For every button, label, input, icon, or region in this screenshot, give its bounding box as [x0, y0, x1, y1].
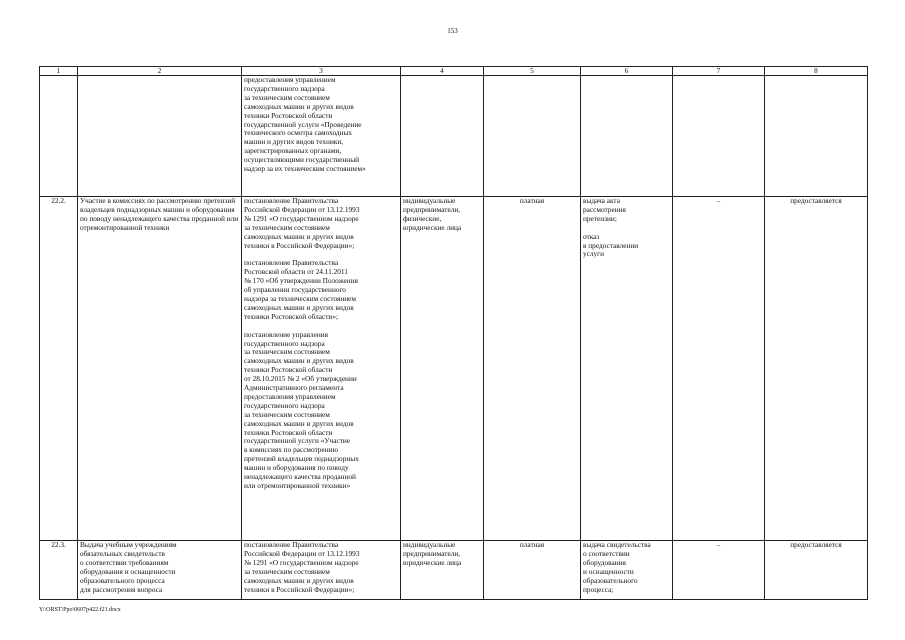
cell-service: Участие в комиссиях по рассмотрению претензий владельцев поднадзорных машин и оборудования по поводу ненадлежащего качества проданной или отремонтированной техники — [78, 197, 242, 541]
table-row-continuation — [40, 76, 868, 197]
cell-recipients — [401, 76, 484, 197]
cell-payment: платная — [484, 541, 581, 600]
cell-col7: – — [673, 541, 765, 600]
table-row — [40, 197, 868, 541]
cell-col8: предоставляется — [765, 197, 868, 541]
cell-payment: платная — [484, 197, 581, 541]
cell-legal-basis: постановление Правительства Российской Федерации от 13.12.1993 № 1291 «О государственном надзоре за техническим состоянием самоходных машин и других видов техники в Российской Федерации»; постановление Правительства Ростовской области от 24.11.2011 № 170 «Об утверждении Положения об управлении государственного надзора за техническим состоянием самоходных машин и других видов техники Ростовской области»; постановление управления государственного надзора за техническим состоянием самоходных машин и других видов техники Ростовской области от 28.10.2015 № 2 «Об утверждении Административного регламента предоставления управлением государственного надзора за техническим состоянием самоходных машин и других видов техники Ростовской области государственной услуги «Участие в комиссиях по рассмотрению претензий владельцев поднадзорных машин и оборудования по поводу ненадлежащего качества проданной или отремонтированной техники» — [242, 197, 401, 541]
column-header: 8 — [765, 67, 868, 76]
cell-service: Выдача учебным учреждениям обязательных свидетельств о соответствии требованиям оборудования и оснащенности образовательного процесса для рассмотрения вопроса — [78, 541, 242, 600]
column-header: 1 — [40, 67, 78, 76]
column-header: 3 — [242, 67, 401, 76]
page-number: 153 — [447, 27, 458, 35]
column-header-row — [40, 67, 868, 76]
cell-payment — [484, 76, 581, 197]
cell-col7 — [673, 76, 765, 197]
cell-col8: предоставляется — [765, 541, 868, 600]
cell-result: выдача акта рассмотрения претензии; отказ в предоставлении услуги — [581, 197, 673, 541]
cell-num: 22.3. — [40, 541, 78, 600]
cell-recipients: индивидуальные предприниматели, физические, юридические лица — [401, 197, 484, 541]
cell-col7: – — [673, 197, 765, 541]
cell-legal-basis: предоставления управлением государственного надзора за техническим состоянием самоходных машин и других видов техники Ростовской области государственной услуги «Проведение технического осмотра самоходных машин и других видов техники, зарегистрированных органами, осуществляющими государственный надзор за их техническим состоянием» — [242, 76, 401, 197]
column-header: 2 — [78, 67, 242, 76]
column-header: 5 — [484, 67, 581, 76]
cell-recipients: индивидуальные предприниматели, юридические лица — [401, 541, 484, 600]
table-row — [40, 541, 868, 600]
footer-file-path: Y:\ORST\Ppo\0607p422.f21.docx — [39, 607, 121, 613]
services-table — [39, 66, 868, 600]
column-header: 6 — [581, 67, 673, 76]
cell-result — [581, 76, 673, 197]
cell-num — [40, 76, 78, 197]
cell-result: выдача свидетельства о соответствии оборудования и оснащенности образовательного процесса; — [581, 541, 673, 600]
column-header: 4 — [401, 67, 484, 76]
cell-num: 22.2. — [40, 197, 78, 541]
column-header: 7 — [673, 67, 765, 76]
cell-col8 — [765, 76, 868, 197]
cell-legal-basis: постановление Правительства Российской Федерации от 13.12.1993 № 1291 «О государственном надзоре за техническим состоянием самоходных машин и других видов техники в Российской Федерации»; — [242, 541, 401, 600]
cell-service — [78, 76, 242, 197]
